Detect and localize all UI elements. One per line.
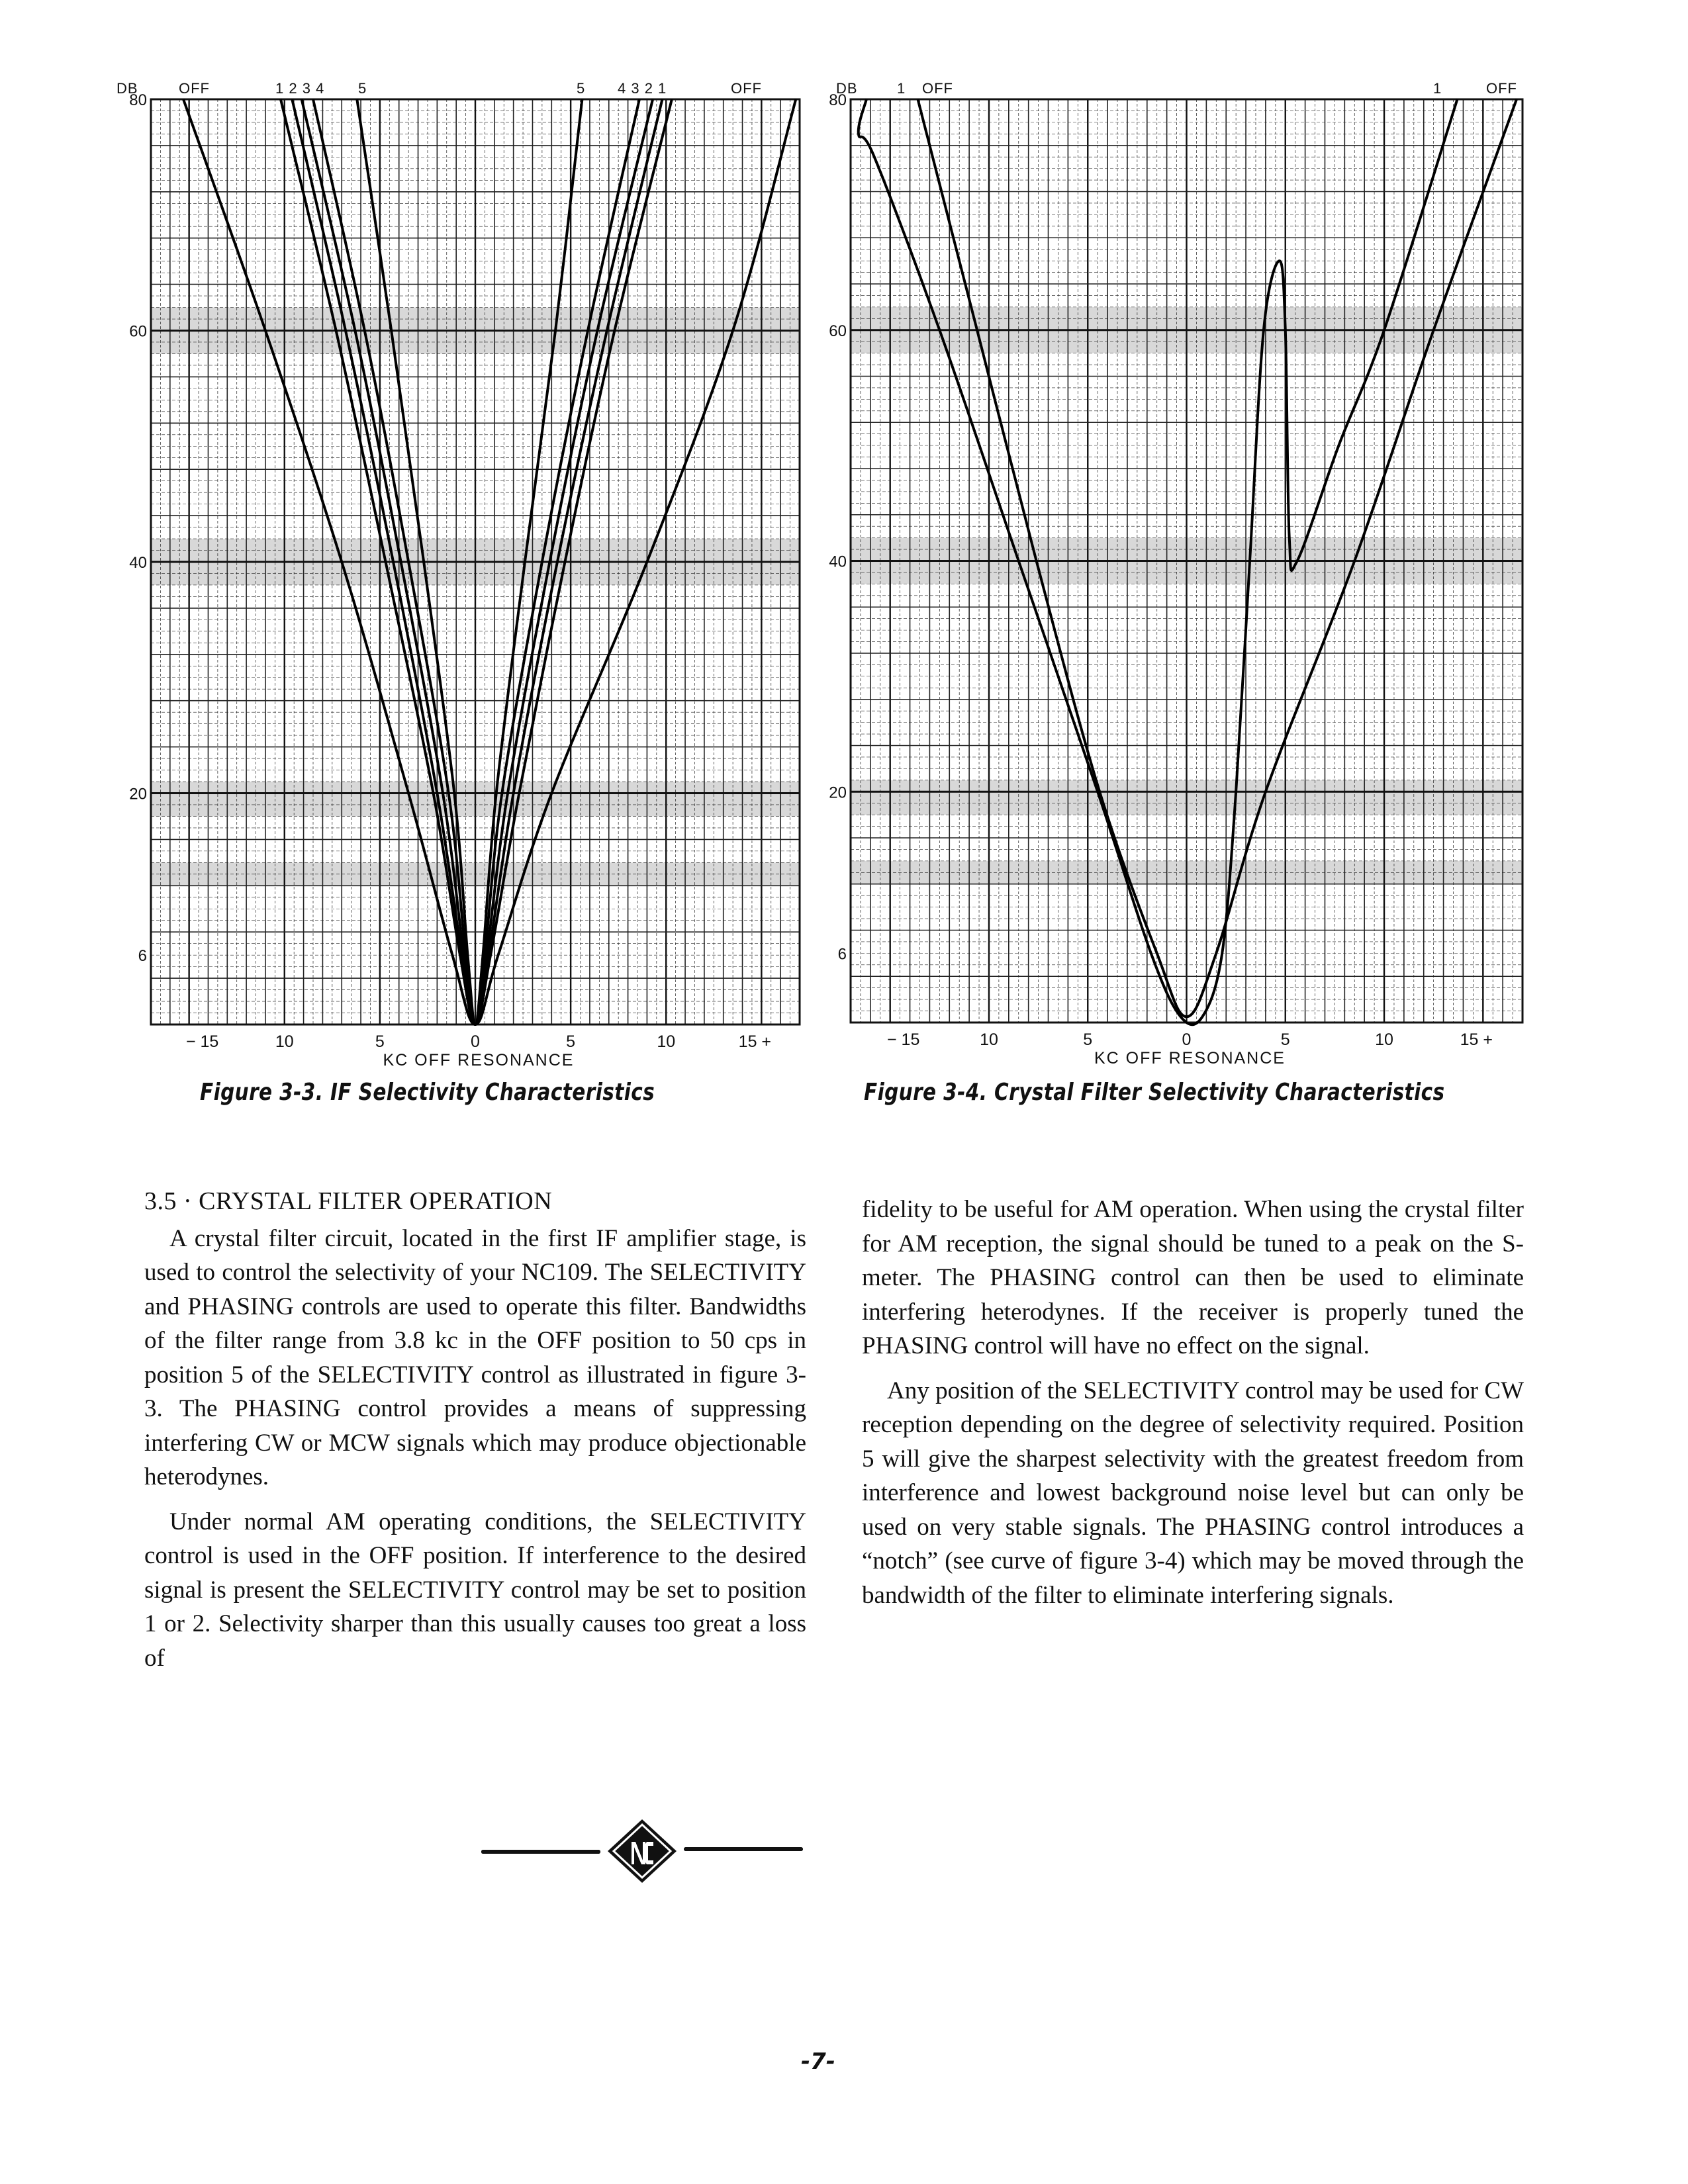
figure-3-4-caption: Figure 3-4. Crystal Filter Selectivity Characteristics [864,1079,1445,1106]
svg-text:− 15: − 15 [887,1030,920,1049]
curve-label-1-left: 1 [897,80,906,97]
paragraph: Any position of the SELECTIVITY control may be used for CW reception depending on the degree of selectivity required. Position 5 will give the sharpest selectivity with the greatest freedom from interference and lowest background noise level but can only be used on very stable signals. The PHASING control introduces a “notch” (see curve of figure 3-4) which may be moved through the bandwidth of the filter to eliminate interfering signals. [862,1377,1524,1609]
svg-text:20: 20 [129,785,147,803]
svg-text:10: 10 [980,1030,998,1049]
figure-3-3-chart [113,76,814,1069]
svg-text:KC OFF RESONANCE: KC OFF RESONANCE [1094,1049,1286,1068]
paragraph: Under normal AM operating conditions, the SELECTIVITY control is used in the OFF position. If interference to the desired signal is present the SELECTIVITY control may be set to position 1 or 2. Selectivity sharper than this usually causes too great a loss of [144,1508,806,1672]
svg-text:10: 10 [657,1032,676,1051]
svg-text:5: 5 [1280,1030,1290,1049]
figure-3-3 [113,76,814,1069]
svg-text:60: 60 [129,322,147,341]
curve-label-off-left: OFF [922,80,953,97]
curve-label-off-left: OFF [179,80,210,97]
svg-text:15 +: 15 + [1460,1030,1493,1049]
curve-label-5-right: 5 [577,80,586,97]
svg-text:40: 40 [829,553,847,571]
svg-text:5: 5 [566,1032,576,1051]
text-column-right [862,1193,1524,1623]
svg-text:− 15: − 15 [185,1032,219,1051]
db-label: DB [836,80,858,97]
curve-label-1234-left: 1 2 3 4 [275,80,325,97]
curve-label-off-right: OFF [1486,80,1517,97]
curve-label-4321-right: 4 3 2 1 [618,80,667,97]
page-number: -7- [801,2048,835,2075]
svg-text:10: 10 [275,1032,294,1051]
db-label: DB [117,80,138,97]
figure-3-4-chart [824,76,1532,1068]
svg-text:6: 6 [138,947,147,966]
svg-text:40: 40 [129,554,147,572]
svg-text:20: 20 [829,784,847,802]
svg-text:5: 5 [375,1032,385,1051]
nc-diamond-logo-icon [606,1818,679,1884]
svg-text:80: 80 [129,91,147,109]
svg-text:80: 80 [829,91,847,109]
curve-label-1-right: 1 [1433,80,1442,97]
footer-rule-wide-right [684,1847,803,1851]
figure-3-4 [824,76,1532,1068]
svg-text:0: 0 [1182,1030,1192,1049]
svg-text:60: 60 [829,322,847,340]
svg-text:5: 5 [1083,1030,1093,1049]
svg-text:KC OFF RESONANCE: KC OFF RESONANCE [383,1051,575,1069]
paragraph: fidelity to be useful for AM operation. When using the crystal filter for AM reception, the signal should be tuned to a peak on the S-meter. The PHASING control can then be used to eliminate interfering heterodynes. If the receiver is properly tuned the PHASING control will have no effect on the signal. [862,1196,1524,1359]
figure-3-3-caption: Figure 3-3. IF Selectivity Characteristics [200,1079,655,1106]
curve-label-5-left: 5 [358,80,367,97]
svg-text:0: 0 [471,1032,480,1051]
svg-text:10: 10 [1375,1030,1393,1049]
text-column-left [144,1185,806,1686]
svg-text:15 +: 15 + [738,1032,772,1051]
section-heading: 3.5 · CRYSTAL FILTER OPERATION [144,1187,553,1215]
footer-rule-long-left [481,1850,600,1854]
curve-label-off-right: OFF [731,80,762,97]
paragraph: A crystal filter circuit, located in the first IF amplifier stage, is used to control the selectivity of your NC109. The SELECTIVITY and PHASING controls are used to operate this filter. Bandwidths of the filter range from 3.8 kc in the OFF position to 50 cps in position 5 of the SELECTIVITY control as illustrated in figure 3-3. The PHASING control provides a means of suppressing interfering CW or MCW signals which may produce objectionable heterodynes. [144,1224,806,1490]
svg-text:6: 6 [837,945,847,964]
